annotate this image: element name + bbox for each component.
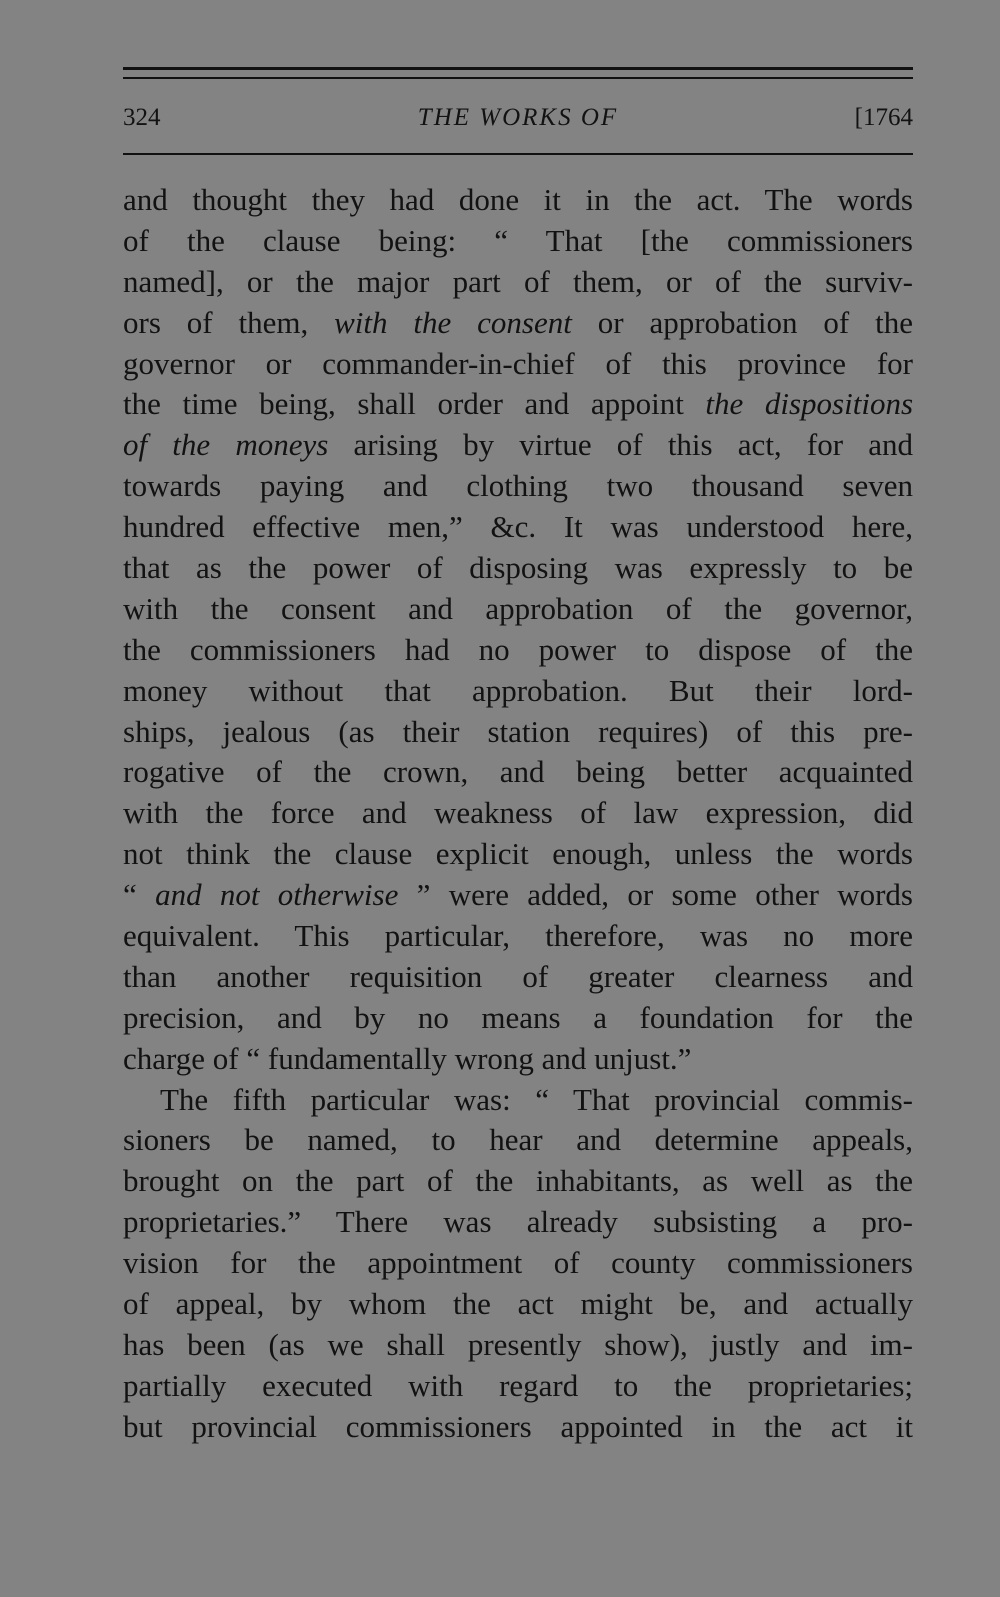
text-line: has been (as we shall presently show), justly and im- [123, 1326, 913, 1362]
text-line: than another requisition of greater clearness and [123, 958, 913, 994]
text-line: the commissioners had no power to dispose of the [123, 631, 913, 667]
running-head [123, 100, 913, 136]
text-line: towards paying and clothing two thousand seven [123, 468, 913, 504]
text-line: charge of “ fundamentally wrong and unjust.” [123, 1040, 692, 1076]
text-line: “ and not otherwise ” were added, or some other words [123, 877, 913, 913]
text-line: equivalent. This particular, therefore, was no more [123, 918, 913, 954]
page-number: 324 [123, 104, 161, 131]
text-line: ships, jealous (as their station requires) of this pre- [123, 713, 913, 749]
text-line: brought on the part of the inhabitants, as well as the [123, 1163, 913, 1199]
text-line: of appeal, by whom the act might be, and actually [123, 1286, 913, 1322]
text-line: of the clause being: “ That [the commissioners [123, 222, 913, 258]
text-line: of the moneys arising by virtue of this act, for and [123, 427, 913, 463]
text-line: sioners be named, to hear and determine appeals, [123, 1122, 913, 1158]
text-line: ors of them, with the consent or approbation of the [123, 304, 913, 340]
text-line: with the consent and approbation of the governor, [123, 590, 913, 626]
running-year: [1764 [854, 104, 913, 131]
text-line: proprietaries.” There was already subsisting a pro- [123, 1204, 913, 1240]
text-line: and thought they had done it in the act. The words [123, 182, 913, 217]
italic-phrase: and not otherwise [155, 877, 399, 913]
text-line: rogative of the crown, and being better acquainted [123, 754, 913, 790]
text-line: The fifth particular was: “ That provincial commis- [160, 1081, 913, 1117]
header-rule [123, 153, 913, 155]
top-rule [123, 67, 913, 70]
text-line: governor or commander-in-chief of this province for [123, 345, 913, 381]
top-rule-thin [123, 77, 913, 79]
text-line: partially executed with regard to the proprietaries; [123, 1367, 913, 1403]
text-line: hundred effective men,” &c. It was understood here, [123, 509, 913, 545]
text-line: money without that approbation. But their lord- [123, 672, 913, 708]
text-line: named], or the major part of them, or of the surviv- [123, 263, 913, 299]
text-line: the time being, shall order and appoint the dispositions [123, 386, 914, 422]
running-title: THE WORKS OF [417, 104, 619, 131]
text-line: not think the clause explicit enough, unless the words [123, 836, 913, 872]
text-line: precision, and by no means a foundation for the [123, 999, 913, 1035]
italic-phrase: the dispositions [705, 386, 914, 422]
text-line: but provincial commissioners appointed in the act it [123, 1408, 913, 1444]
text-line: that as the power of disposing was expressly to be [123, 550, 913, 586]
body-text [123, 180, 913, 1448]
italic-phrase: with the consent [334, 304, 572, 340]
text-line: with the force and weakness of law expression, did [123, 795, 913, 831]
text-line: vision for the appointment of county commissioners [123, 1245, 913, 1281]
italic-phrase: of the moneys [123, 427, 329, 463]
